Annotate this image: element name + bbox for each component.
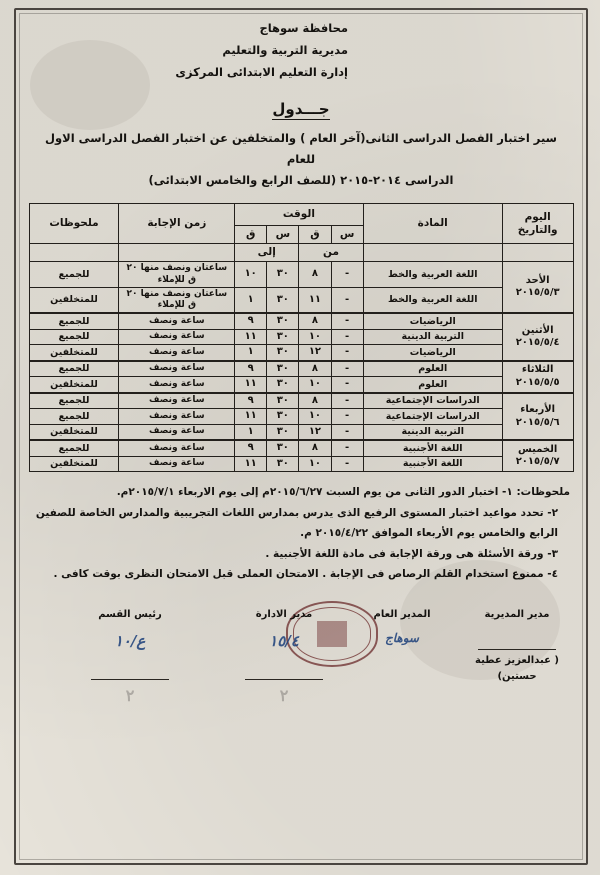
- cell-from-hour: ٨: [299, 313, 331, 329]
- letterhead: [26, 18, 348, 84]
- cell-from-minute: -: [331, 345, 363, 361]
- cell-to-hour: ١٠: [235, 262, 267, 288]
- cell-duration: ساعة ونصف: [119, 377, 235, 393]
- signature-directorate-manager-name: ( عبدالعزيز عطية حستين): [475, 654, 559, 682]
- cell-from-hour: ٨: [299, 361, 331, 377]
- cell-subject: التربية الدينية: [363, 329, 502, 345]
- cell-note: للجميع: [29, 329, 119, 345]
- footnote-1: [30, 482, 570, 502]
- cell-to-hour: ١١: [235, 329, 267, 345]
- cell-duration: ساعة ونصف: [119, 361, 235, 377]
- col-header-from-min: ق: [299, 226, 331, 244]
- cell-from-hour: ١١: [299, 287, 331, 313]
- cell-note: للمتخلفين: [29, 456, 119, 472]
- cell-to-hour: ٩: [235, 393, 267, 409]
- table-row: [29, 313, 573, 329]
- cell-duration: ساعتان ونصف منها ٢٠ ق للإملاء: [119, 262, 235, 288]
- signature-admin-manager-label: مدير الادارة: [255, 608, 313, 620]
- cell-duration: ساعة ونصف: [119, 393, 235, 409]
- col-header-from-hour: س: [331, 226, 363, 244]
- signature-general-manager-mark: سوهاج: [385, 630, 419, 645]
- cell-subject: الرياضيات: [363, 345, 502, 361]
- footnote-4: ٤- ممنوع استخدام القلم الرصاص فى الإجابة . الامتحان العملى قبل الامتحان النظرى بوقت كافى .: [53, 568, 558, 581]
- col-header-time: الوقت: [235, 204, 364, 226]
- cell-note: للمتخلفين: [29, 424, 119, 440]
- footnotes: [30, 482, 570, 584]
- cell-note: للمتخلفين: [29, 287, 119, 313]
- col-header-day-date: اليوم والتاريخ: [502, 204, 573, 244]
- cell-to-hour: ١١: [235, 456, 267, 472]
- cell-from-hour: ١٠: [299, 377, 331, 393]
- cell-to-hour: ٩: [235, 313, 267, 329]
- cell-from-minute: -: [331, 393, 363, 409]
- cell-to-hour: ١: [235, 424, 267, 440]
- table-row: [29, 456, 573, 472]
- signature-block: [26, 607, 576, 707]
- signature-line: [91, 679, 169, 680]
- cell-to-minute: ٣٠: [267, 424, 299, 440]
- cell-from-hour: ١٠: [299, 456, 331, 472]
- cell-duration: ساعة ونصف: [119, 345, 235, 361]
- signature-directorate-manager: [462, 607, 572, 685]
- cell-from-minute: -: [331, 313, 363, 329]
- cell-from-hour: ٨: [299, 440, 331, 456]
- letterhead-directorate: مديرية التربية والتعليم: [222, 42, 348, 57]
- cell-day-date: الأحد ٢٠١٥/٥/٣: [502, 262, 573, 314]
- letterhead-administration: إدارة التعليم الابتدائى المركزى: [175, 64, 348, 79]
- signature-head-of-section-mark: ع/١٠: [114, 631, 146, 650]
- cell-day-date: الأربعاء ٢٠١٥/٥/٦: [502, 393, 573, 441]
- signature-admin-manager-mark: ١٥/٤: [269, 631, 299, 650]
- cell-to-hour: ١١: [235, 409, 267, 425]
- page-title: [26, 100, 576, 118]
- cell-duration: ساعة ونصف: [119, 313, 235, 329]
- signature-head-of-section: [50, 607, 210, 709]
- signature-line: [245, 679, 323, 680]
- cell-subject: اللغة العربية والخط: [363, 262, 502, 288]
- cell-subject: التربية الدينية: [363, 424, 502, 440]
- cell-to-minute: ٣٠: [267, 361, 299, 377]
- col-header-answer-time: زمن الإجابة: [119, 204, 235, 244]
- cell-subject: الرياضيات: [363, 313, 502, 329]
- table-row: [29, 345, 573, 361]
- cell-to-hour: ٩: [235, 440, 267, 456]
- footnote-2: ٢- تحدد مواعيد اختبار المستوى الرفيع الذى يدرس بمدارس اللغات التجريبية والمدارس الخاصة للصفين: [35, 506, 558, 519]
- cell-day-date: الثلاثاء ٢٠١٥/٥/٥: [502, 361, 573, 393]
- cell-duration: ساعة ونصف: [119, 329, 235, 345]
- cell-subject: اللغة العربية والخط: [363, 287, 502, 313]
- table-row: [29, 409, 573, 425]
- cell-subject: العلوم: [363, 361, 502, 377]
- cell-from-minute: -: [331, 329, 363, 345]
- col-header-from: من: [299, 244, 363, 262]
- table-row: [29, 361, 573, 377]
- footnote-2b: الرابع والخامس يوم الأربعاء الموافق ٢٠١٥/٤/٢٢ م.: [300, 527, 558, 540]
- cell-to-minute: ٣٠: [267, 345, 299, 361]
- cell-note: للجميع: [29, 361, 119, 377]
- exam-schedule-table: [29, 203, 574, 472]
- cell-from-minute: -: [331, 409, 363, 425]
- exam-schedule-body: [29, 262, 573, 472]
- cell-from-hour: ١٢: [299, 424, 331, 440]
- cell-to-hour: ١: [235, 345, 267, 361]
- cell-to-minute: ٣٠: [267, 262, 299, 288]
- cell-note: للجميع: [29, 409, 119, 425]
- cell-from-hour: ٨: [299, 393, 331, 409]
- cell-from-hour: ١٠: [299, 329, 331, 345]
- cell-to-hour: ١: [235, 287, 267, 313]
- cell-subject: العلوم: [363, 377, 502, 393]
- col-header-subject: المادة: [363, 204, 502, 244]
- cell-to-minute: ٣٠: [267, 329, 299, 345]
- cell-to-minute: ٣٠: [267, 287, 299, 313]
- cell-duration: ساعة ونصف: [119, 409, 235, 425]
- signature-line: [478, 649, 556, 650]
- cell-from-hour: ١٠: [299, 409, 331, 425]
- subtitle-line-1: سير اختبار الفصل الدراسى الثانى(آخر العام ) والمتخلفين عن اختبار الفصل الدراسى الاول للعام: [45, 130, 557, 166]
- col-header-to-hour: س: [267, 226, 299, 244]
- footnote-1-text: ١- اختبار الدور الثانى من يوم السبت ٢٠١٥/٦/٢٧م إلى يوم الاربعاء ٢٠١٥/٧/١م.: [116, 486, 513, 499]
- cell-subject: الدراسات الإجتماعية: [363, 393, 502, 409]
- cell-day-date: الأثنين ٢٠١٥/٥/٤: [502, 313, 573, 361]
- cell-duration: ساعة ونصف: [119, 456, 235, 472]
- cell-note: للمتخلفين: [29, 345, 119, 361]
- cell-duration: ساعة ونصف: [119, 424, 235, 440]
- cell-duration: ساعة ونصف: [119, 440, 235, 456]
- cell-note: للجميع: [29, 440, 119, 456]
- cell-note: للجميع: [29, 313, 119, 329]
- cell-from-minute: -: [331, 456, 363, 472]
- footnote-3: ٣- ورقة الأسئلة هى ورقة الإجابة فى مادة اللغة الأجنبية .: [265, 547, 558, 560]
- cell-subject: الدراسات الإجتماعية: [363, 409, 502, 425]
- cell-note: للمتخلفين: [29, 377, 119, 393]
- signature-page-mark-1: ٢: [125, 685, 135, 705]
- cell-subject: اللغة الأجنبية: [363, 440, 502, 456]
- col-header-notes: ملحوظات: [29, 204, 119, 244]
- table-row: [29, 329, 573, 345]
- cell-from-minute: -: [331, 287, 363, 313]
- cell-subject: اللغة الأجنبية: [363, 456, 502, 472]
- cell-day-date: الخميس ٢٠١٥/٥/٧: [502, 440, 573, 472]
- letterhead-governorate: محافظة سوهاج: [259, 21, 348, 35]
- signature-page-mark-2: ٢: [279, 685, 289, 705]
- table-row: [29, 440, 573, 456]
- table-row: [29, 262, 573, 288]
- col-header-to: إلى: [235, 244, 299, 262]
- footnotes-label: ملحوظات:: [516, 486, 570, 499]
- table-row: [29, 393, 573, 409]
- signature-admin-manager: [224, 607, 344, 709]
- cell-from-minute: -: [331, 440, 363, 456]
- cell-duration: ساعتان ونصف منها ٢٠ ق للإملاء: [119, 287, 235, 313]
- cell-to-minute: ٣٠: [267, 456, 299, 472]
- table-row: [29, 424, 573, 440]
- cell-from-minute: -: [331, 361, 363, 377]
- cell-from-minute: -: [331, 424, 363, 440]
- cell-to-hour: ٩: [235, 361, 267, 377]
- table-row: [29, 377, 573, 393]
- cell-note: للجميع: [29, 393, 119, 409]
- signature-directorate-manager-label: مدير المديرية: [484, 608, 550, 620]
- signature-general-manager-label: المدير العام: [373, 608, 431, 620]
- cell-from-hour: ١٢: [299, 345, 331, 361]
- cell-to-minute: ٣٠: [267, 440, 299, 456]
- cell-to-minute: ٣٠: [267, 313, 299, 329]
- table-row: [29, 287, 573, 313]
- cell-to-minute: ٣٠: [267, 409, 299, 425]
- col-header-to-min: ق: [235, 226, 267, 244]
- cell-from-minute: -: [331, 262, 363, 288]
- page-title-text: جـــدول: [272, 99, 330, 118]
- cell-to-hour: ١١: [235, 377, 267, 393]
- cell-note: للجميع: [29, 262, 119, 288]
- signature-general-manager: [354, 607, 450, 648]
- page-subtitle: [42, 128, 560, 192]
- cell-to-minute: ٣٠: [267, 393, 299, 409]
- cell-from-minute: -: [331, 377, 363, 393]
- signature-head-of-section-label: رئيس القسم: [98, 608, 162, 620]
- subtitle-line-2: الدراسى ٢٠١٤-٢٠١٥ (للصف الرابع والخامس الابتدائى): [148, 173, 454, 188]
- cell-to-minute: ٣٠: [267, 377, 299, 393]
- cell-from-hour: ٨: [299, 262, 331, 288]
